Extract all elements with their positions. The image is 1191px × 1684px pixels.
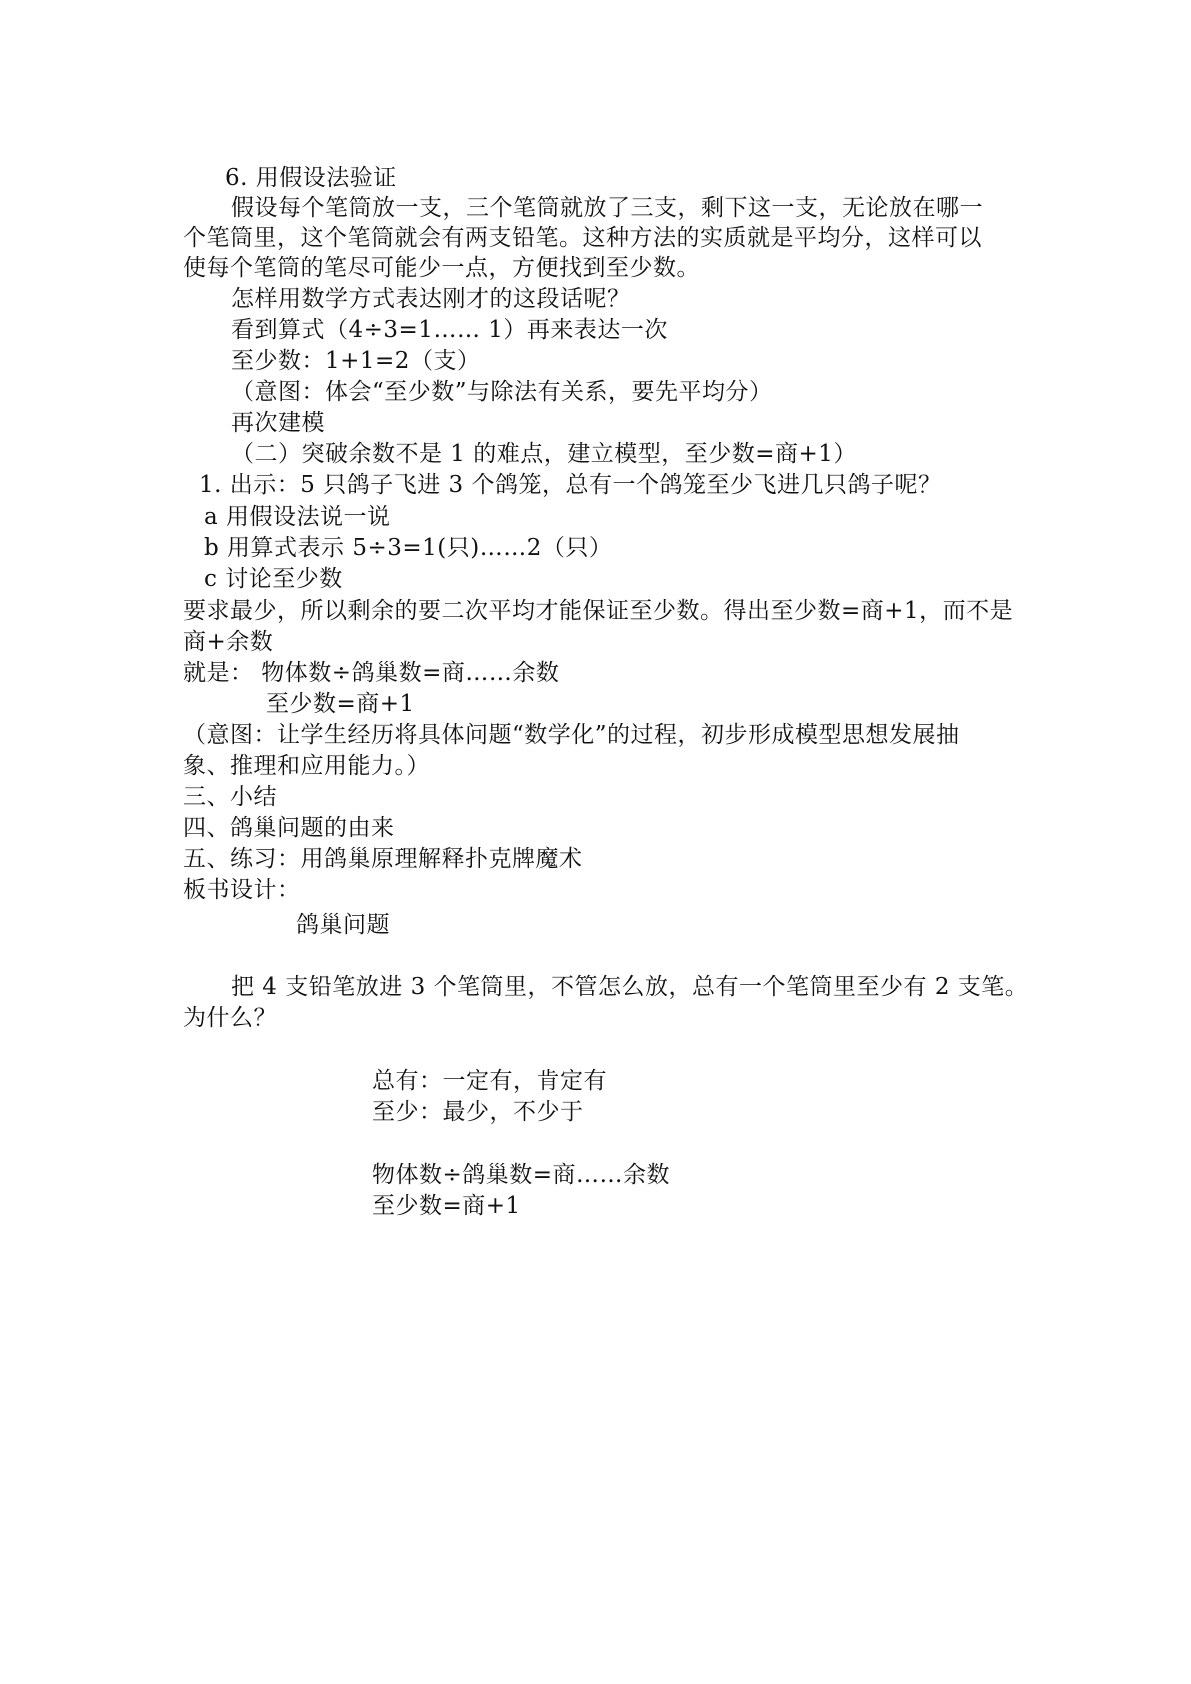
intent-2-line-1: （意图：让学生经历将具体问题“数学化”的过程，初步形成模型思想发展抽 xyxy=(183,722,960,748)
formula-prompt: 看到算式（4÷3=1…… 1）再来表达一次 xyxy=(231,317,668,343)
section-5: 五、练习：用鸽巢原理解释扑克牌魔术 xyxy=(183,846,583,872)
least-number-line: 至少数：1+1=2（支） xyxy=(231,348,481,374)
paragraph-2-line-1: 要求最少，所以剩余的要二次平均才能保证至少数。得出至少数=商+1，而不是 xyxy=(183,598,1014,624)
section-4: 四、鸽巢问题的由来 xyxy=(183,815,395,841)
section-2-title: （二）突破余数不是 1 的难点，建立模型，至少数=商+1） xyxy=(231,441,857,467)
board-definition-always: 总有：一定有，肯定有 xyxy=(372,1068,607,1094)
example-1: 1. 出示：5 只鸽子飞进 3 个鸽笼，总有一个鸽笼至少飞进几只鸽子呢？ xyxy=(199,472,942,498)
paragraph-1-line-1: 假设每个笔筒放一支，三个笔筒就放了三支，剩下这一支，无论放在哪一 xyxy=(231,195,983,221)
board-definition-least: 至少：最少，不少于 xyxy=(372,1099,584,1125)
item-a: a 用假设法说一说 xyxy=(204,504,391,530)
paragraph-2-line-2: 商+余数 xyxy=(183,629,274,655)
section-3: 三、小结 xyxy=(183,784,277,810)
remodel-line: 再次建模 xyxy=(231,410,325,436)
board-title: 鸽巢问题 xyxy=(296,912,390,938)
board-problem-line-1: 把 4 支铅笔放进 3 个笔筒里，不管怎么放，总有一个笔筒里至少有 2 支笔。 xyxy=(231,974,1029,1000)
intent-2-line-2: 象、推理和应用能力。） xyxy=(183,753,430,779)
item-c: c 讨论至少数 xyxy=(204,566,343,592)
intent-1: （意图：体会“至少数”与除法有关系，要先平均分） xyxy=(231,379,773,405)
paragraph-1-line-3: 使每个笔筒的笔尽可能少一点，方便找到至少数。 xyxy=(183,255,700,281)
board-formula-1: 物体数÷鸽巢数=商……余数 xyxy=(372,1162,671,1188)
board-problem-line-2: 为什么？ xyxy=(183,1005,277,1031)
item-b: b 用算式表示 5÷3=1(只)……2（只） xyxy=(204,535,613,561)
model-line-2: 至少数=商+1 xyxy=(266,691,415,717)
model-line-1: 就是： 物体数÷鸽巢数=商……余数 xyxy=(183,660,560,686)
paragraph-1-line-2: 个笔筒里，这个笔筒就会有两支铅笔。这种方法的实质就是平均分，这样可以 xyxy=(183,225,982,251)
board-design-label: 板书设计： xyxy=(183,877,301,903)
step6-title: 6. 用假设法验证 xyxy=(225,165,397,191)
question-line: 怎样用数学方式表达刚才的这段话呢？ xyxy=(231,286,631,312)
board-formula-2: 至少数=商+1 xyxy=(372,1193,521,1219)
